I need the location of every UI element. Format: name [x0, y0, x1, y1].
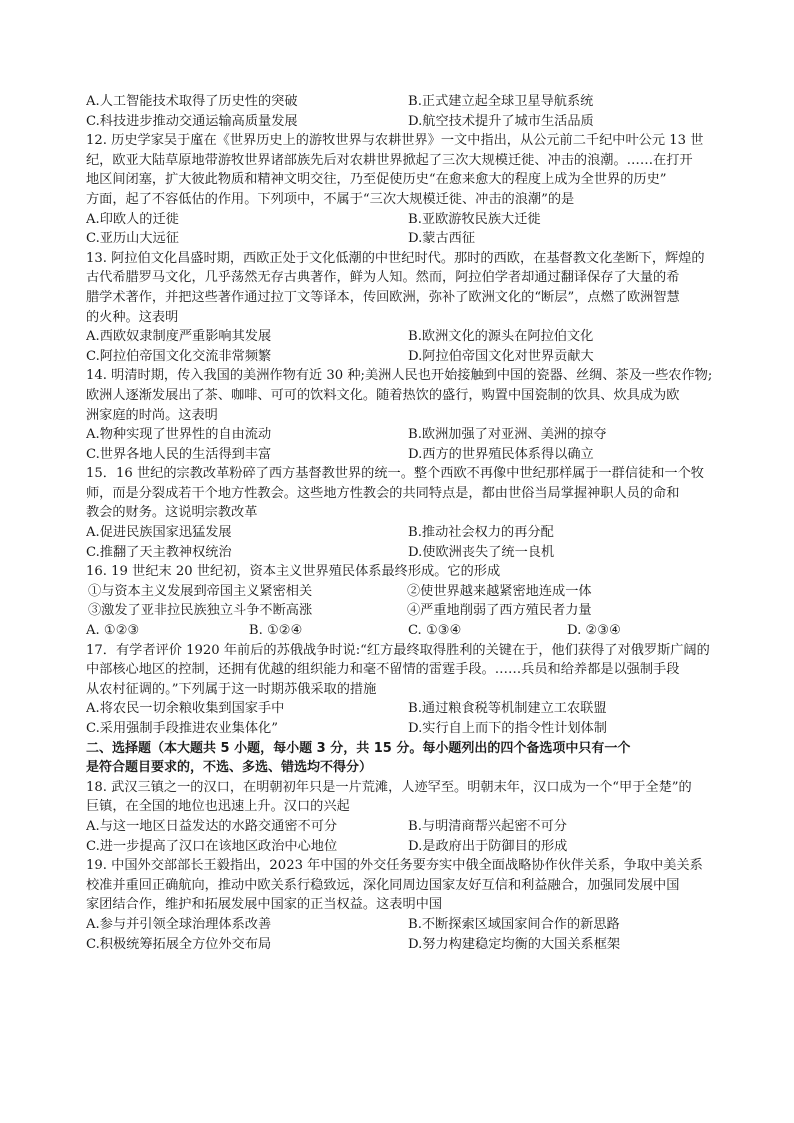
- section-2-header: [86, 739, 726, 778]
- question-stem-line: 地区间闭塞，扩大彼此物质和精神文明交往，乃至促使历史“在愈来愈大的程度上成为全世界的历史”: [86, 172, 667, 188]
- question-stem-line: 纪，欧亚大陆草原地带游牧世界诸部族先后对农耕世界掀起了三次大规模迁徙、冲击的浪潮。……在打开: [86, 152, 693, 168]
- statement-3: ③激发了亚非拉民族独立斗争不断高涨: [88, 603, 313, 619]
- option-d[interactable]: D.航空技术提升了城市生活品质: [408, 113, 594, 129]
- option-b[interactable]: B.欧洲文化的源头在阿拉伯文化: [408, 329, 594, 345]
- section-title-line: 是符合题目要求的，不选、多选、错选均不得分）: [86, 760, 373, 776]
- question-stem-line: 18. 武汉三镇之一的汉口，在明朝初年只是一片荒滩，人迹罕至。明朝末年，汉口成为一个“甲于全楚”的: [86, 779, 692, 795]
- option-c[interactable]: C.科技进步推动交通运输高质量发展: [86, 113, 298, 129]
- option-d[interactable]: D.是政府出于防御目的形成: [408, 838, 568, 854]
- question-14: [86, 366, 726, 464]
- question-stem-line: 16. 19 世纪末 20 世纪初，资本主义世界殖民体系最终形成。它的形成: [86, 564, 501, 580]
- option-d[interactable]: D.努力构建稳定均衡的大国关系框架: [408, 936, 621, 952]
- option-c[interactable]: C.进一步提高了汉口在该地区政治中心地位: [86, 838, 338, 854]
- option-a[interactable]: A.印欧人的迁徙: [86, 211, 179, 227]
- question-stem-line: 腊学术著作，并把这些著作通过拉丁文等译本，传回欧洲，弥补了欧洲文化的“断层”，点燃了欧洲智慧: [86, 289, 680, 305]
- question-stem-line: 19. 中国外交部部长王毅指出，2023 年中国的外交任务要夯实中俄全面战略协作伙伴关系，争取中美关系: [86, 858, 703, 874]
- question-stem-line: 洲家庭的时尚。这表明: [86, 407, 218, 423]
- option-b[interactable]: B.通过粮食税等机制建立工农联盟: [408, 701, 607, 717]
- option-a[interactable]: A. ①②③: [86, 623, 140, 639]
- question-stem-line: 中部核心地区的控制，还拥有优越的组织能力和毫不留情的雷霆手段。……兵员和给养都是以强制手段: [86, 662, 680, 678]
- option-c[interactable]: C.采用强制手段推进农业集体化”: [86, 721, 278, 736]
- question-stem-line: 古代希腊罗马文化，几乎荡然无存古典著作，鲜为人知。然而，阿拉伯学者却通过翻译保存了大量的希: [86, 270, 680, 286]
- option-b[interactable]: B.推动社会权力的再分配: [408, 525, 554, 541]
- question-stem-line: 15．16 世纪的宗教改革粉碎了西方基督教世界的统一。整个西欧不再像中世纪那样属于一群信徒和一个牧: [86, 466, 704, 482]
- option-c[interactable]: C.积极统筹拓展全方位外交布局: [86, 936, 272, 952]
- option-b[interactable]: B.欧洲加强了对亚洲、美洲的掠夺: [408, 427, 607, 443]
- option-d[interactable]: D.实行自上而下的指令性计划体制: [408, 721, 607, 736]
- question-stem-line: 欧洲人逐渐发展出了茶、咖啡、可可的饮料文化。随着热饮的盛行，购置中国瓷制的饮具、炊具成为欧: [86, 387, 680, 403]
- question-stem-line: 12. 历史学家吴于廑在《世界历史上的游牧世界与农耕世界》一文中指出，从公元前二千纪中叶公元 13 世: [86, 133, 704, 149]
- question-16: [86, 562, 726, 640]
- question-stem-line: 方面，起了不容低估的作用。下列项中，不属于“三次大规模迁徙、冲击的浪潮”的是: [86, 191, 575, 207]
- question-stem-line: 教会的财务。这说明宗教改革: [86, 505, 258, 521]
- exam-page: [86, 92, 726, 954]
- option-d[interactable]: D.阿拉伯帝国文化对世界贡献大: [408, 348, 594, 364]
- option-a[interactable]: A.与这一地区日益发达的水路交通密不可分: [86, 818, 338, 834]
- option-b[interactable]: B.不断探索区域国家间合作的新思路: [408, 916, 620, 932]
- question-stem-line: 17．有学者评价 1920 年前后的苏俄战争时说:“红方最终取得胜利的关键在于，他们获得了对俄罗斯广阔的: [86, 642, 710, 658]
- option-a[interactable]: A.将农民一切余粮收集到国家手中: [86, 701, 285, 717]
- option-a[interactable]: A.物种实现了世界性的自由流动: [86, 427, 272, 443]
- option-b[interactable]: B.与明清商帮兴起密不可分: [408, 818, 567, 834]
- question-stem-line: 从农村征调的。”下列属于这一时期苏俄采取的措施: [86, 681, 377, 697]
- option-c[interactable]: C.世界各地人民的生活得到丰富: [86, 446, 272, 462]
- option-b[interactable]: B. ①②④: [248, 623, 303, 639]
- question-19: [86, 856, 726, 954]
- question-11-options: [86, 92, 726, 131]
- question-stem-line: 师，而是分裂成若干个地方性教会。这些地方性教会的共同特点是，都由世俗当局掌握神职人员的命和: [86, 485, 680, 501]
- option-a[interactable]: A.参与并引领全球治理体系改善: [86, 916, 272, 932]
- option-c[interactable]: C. ①③④: [407, 623, 462, 639]
- question-stem-line: 14. 明清时期，传入我国的美洲作物有近 30 种;美洲人民也开始接触到中国的瓷器、丝绸、茶及一些农作物;: [86, 368, 713, 384]
- question-18: [86, 778, 726, 856]
- option-d[interactable]: D. ②③④: [566, 623, 621, 639]
- option-a[interactable]: A.人工智能技术取得了历史性的突破: [86, 94, 298, 109]
- question-15: [86, 464, 726, 562]
- question-stem-line: 校准并重回正确航向，推动中欧关系行稳致远，深化同周边国家友好互信和利益融合，加强同发展中国: [86, 877, 680, 893]
- question-stem-line: 家团结合作，维护和拓展发展中国家的正当权益。这表明中国: [86, 897, 443, 913]
- question-stem-line: 13. 阿拉伯文化昌盛时期，西欧正处于文化低潮的中世纪时代。那时的西欧，在基督教文化垄断下，辉煌的: [86, 250, 705, 266]
- option-a[interactable]: A.促进民族国家迅猛发展: [86, 525, 232, 541]
- option-a[interactable]: A.西欧奴隶制度严重影响其发展: [86, 329, 272, 345]
- question-17: [86, 641, 726, 739]
- question-stem-line: 巨镇，在全国的地位也迅速上升。汉口的兴起: [86, 799, 350, 815]
- option-b[interactable]: B.正式建立起全球卫星导航系统: [408, 94, 594, 109]
- option-c[interactable]: C.阿拉伯帝国文化交流非常频繁: [86, 348, 272, 364]
- statement-1: ①与资本主义发展到帝国主义紧密相关: [88, 583, 313, 599]
- question-12: [86, 131, 726, 249]
- question-stem-line: 的火种。这表明: [86, 309, 179, 325]
- option-d[interactable]: D.西方的世界殖民体系得以确立: [408, 446, 594, 462]
- statement-2: ②使世界越来越紧密地连成一体: [407, 583, 592, 599]
- section-title-line: 二、选择题（本大题共 5 小题，每小题 3 分，共 15 分。每小题列出的四个备选项中只有一个: [86, 740, 631, 756]
- option-d[interactable]: D.蒙古西征: [408, 231, 476, 247]
- option-c[interactable]: C.推翻了天主教神权统治: [86, 544, 232, 560]
- option-c[interactable]: C.亚历山大远征: [86, 231, 179, 247]
- option-d[interactable]: D.使欧洲丧失了统一良机: [408, 544, 555, 560]
- statement-4: ④严重地削弱了西方殖民者力量: [407, 603, 592, 619]
- question-13: [86, 249, 726, 367]
- option-b[interactable]: B.亚欧游牧民族大迁徙: [408, 211, 541, 227]
